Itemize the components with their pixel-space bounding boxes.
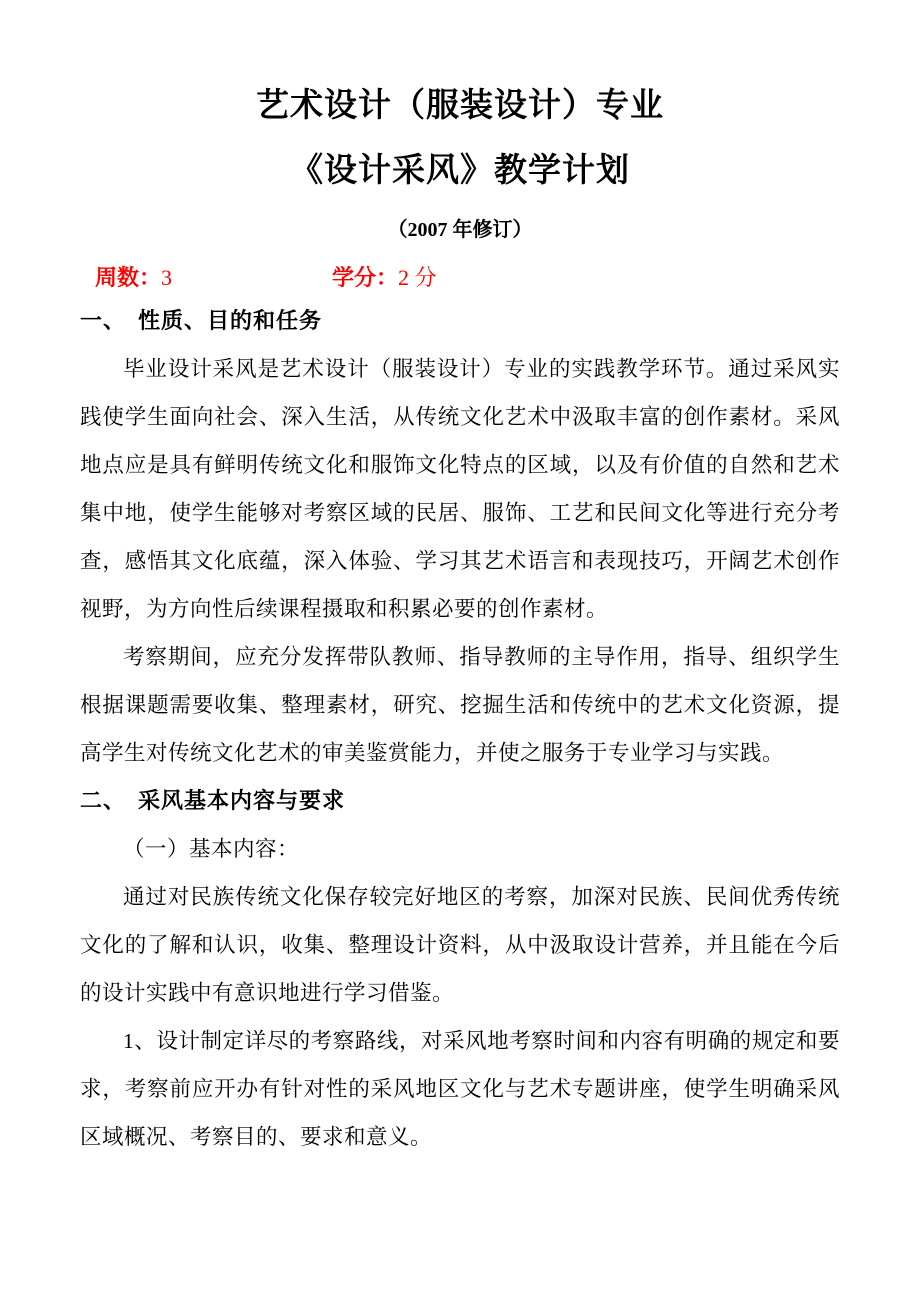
paragraph-basic-content-2: 1、设计制定详尽的考察路线，对采风地考察时间和内容有明确的规定和要求，考察前应开办有针对性的采风地区文化与艺术专题讲座，使学生明确采风区域概况、考察目的、要求和意义。 xyxy=(80,1029,840,1149)
subheading-basic-content: （一）基本内容： xyxy=(123,837,300,861)
revision-note: （2007 年修订） xyxy=(387,219,533,241)
section-heading-1: 一、 性质、目的和任务 xyxy=(80,308,323,333)
section-heading-2: 二、 采风基本内容与要求 xyxy=(80,788,346,813)
weeks-label: 周数： xyxy=(95,265,162,290)
paragraph-nature-purpose-2: 考察期间，应充分发挥带队教师、指导教师的主导作用，指导、组织学生根据课题需要收集、整理素材，研究、挖掘生活和传统中的艺术文化资源，提高学生对传统文化艺术的审美鉴赏能力，并使之服务于专业学习与实践。 xyxy=(80,645,840,765)
credits-value: 2 分 xyxy=(398,265,437,290)
weeks-value: 3 xyxy=(161,265,173,290)
document-body xyxy=(80,297,840,1161)
document-title-line2: 《设计采风》教学计划 xyxy=(290,153,630,189)
meta-line xyxy=(80,263,840,293)
credits-label: 学分： xyxy=(332,265,399,290)
paragraph-basic-content-1: 通过对民族传统文化保存较完好地区的考察，加深对民族、民间优秀传统文化的了解和认识，收集、整理设计资料，从中汲取设计营养，并且能在今后的设计实践中有意识地进行学习借鉴。 xyxy=(80,885,840,1005)
paragraph-nature-purpose-1: 毕业设计采风是艺术设计（服装设计）专业的实践教学环节。通过采风实践使学生面向社会、深入生活，从传统文化艺术中汲取丰富的创作素材。采风地点应是具有鲜明传统文化和服饰文化特点的区域，以及有价值的自然和艺术集中地，使学生能够对考察区域的民居、服饰、工艺和民间文化等进行充分考查，感悟其文化底蕴，深入体验、学习其艺术语言和表现技巧，开阔艺术创作视野，为方向性后续课程摄取和积累必要的创作素材。 xyxy=(80,357,840,621)
document-title-line1: 艺术设计（服装设计）专业 xyxy=(256,88,664,124)
